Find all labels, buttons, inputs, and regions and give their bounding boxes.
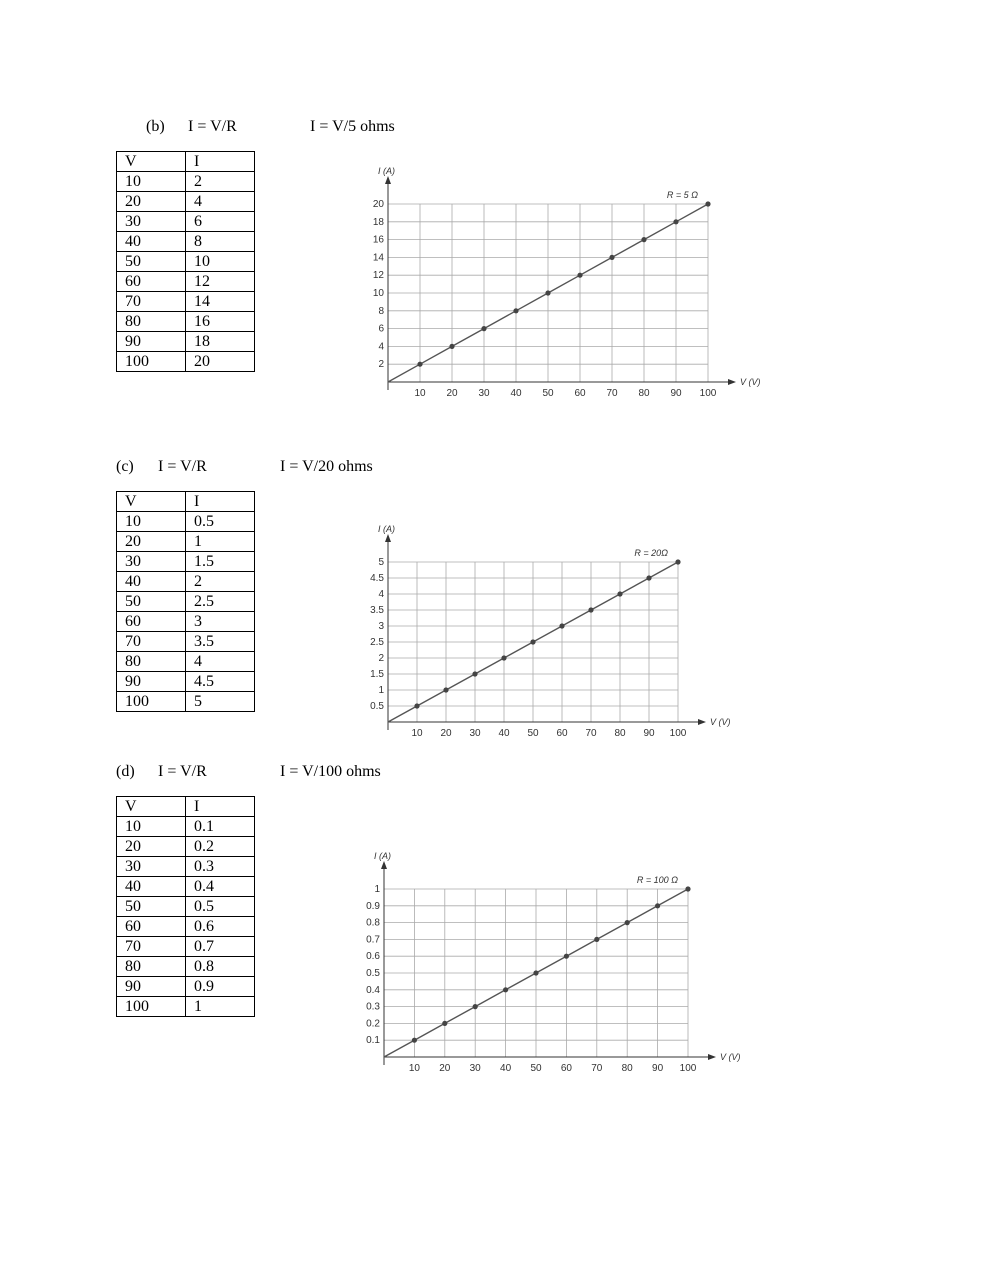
x-axis-label: V (V) — [740, 377, 761, 387]
y-axis-label: I (A) — [374, 851, 391, 861]
x-tick-label: 20 — [439, 1063, 451, 1074]
x-tick-label: 30 — [469, 1063, 481, 1074]
x-tick-label: 40 — [500, 1063, 512, 1074]
x-tick-label: 30 — [478, 388, 490, 399]
x-tick-label: 60 — [556, 728, 568, 739]
cell-current: 1.5 — [186, 552, 255, 572]
x-tick-label: 20 — [446, 388, 458, 399]
cell-voltage: 50 — [117, 252, 186, 272]
table-row — [117, 997, 255, 1017]
y-tick-label: 0.8 — [366, 917, 380, 929]
data-point — [641, 237, 646, 242]
cell-voltage: 80 — [117, 957, 186, 977]
table-row — [117, 552, 255, 572]
data-point — [609, 255, 614, 260]
y-tick-label: 2.5 — [370, 637, 384, 648]
y-tick-label: 0.7 — [366, 934, 380, 946]
cell-voltage: 20 — [117, 192, 186, 212]
x-tick-label: 70 — [591, 1063, 603, 1074]
formula: I = V/R — [158, 458, 207, 475]
cell-current: 0.9 — [186, 977, 255, 997]
cell-voltage: 40 — [117, 572, 186, 592]
cell-current: 4 — [186, 652, 255, 672]
cell-current: 0.3 — [186, 857, 255, 877]
x-tick-label: 100 — [699, 388, 717, 399]
data-point — [530, 639, 535, 644]
cell-current: 3 — [186, 612, 255, 632]
y-tick-label: 1 — [374, 884, 380, 895]
cell-voltage: 100 — [117, 352, 186, 372]
cell-current: 18 — [186, 332, 255, 352]
y-axis-label: I (A) — [378, 166, 395, 176]
cell-voltage: 60 — [117, 612, 186, 632]
resistance-annotation: R = 20Ω — [634, 548, 668, 558]
cell-current: 10 — [186, 252, 255, 272]
table-header-row — [117, 152, 255, 172]
cell-current: 4 — [186, 192, 255, 212]
y-tick-label: 0.1 — [366, 1035, 380, 1047]
cell-current: 2 — [186, 172, 255, 192]
cell-current: 0.4 — [186, 877, 255, 897]
x-tick-label: 10 — [411, 728, 423, 739]
data-table-c — [116, 491, 255, 712]
x-axis-label: V (V) — [720, 1052, 741, 1062]
x-tick-label: 20 — [440, 728, 452, 739]
cell-voltage: 90 — [117, 332, 186, 352]
section-label: (b) — [146, 118, 165, 135]
y-tick-label: 14 — [372, 252, 384, 264]
data-point — [646, 575, 651, 580]
cell-voltage: 40 — [117, 232, 186, 252]
data-table-d — [116, 796, 255, 1017]
cell-voltage: 80 — [117, 652, 186, 672]
x-axis-arrow-icon — [728, 379, 736, 385]
cell-current: 0.8 — [186, 957, 255, 977]
table-row — [117, 917, 255, 937]
y-tick-label: 0.3 — [366, 1001, 380, 1013]
cell-current: 2 — [186, 572, 255, 592]
table-row — [117, 977, 255, 997]
data-point — [503, 987, 508, 992]
table-header-row — [117, 797, 255, 817]
y-tick-label: 0.5 — [370, 701, 384, 712]
equation: I = V/20 ohms — [280, 458, 373, 475]
y-tick-label: 3 — [378, 621, 384, 632]
table-row — [117, 612, 255, 632]
data-point — [617, 591, 622, 596]
cell-voltage: 40 — [117, 877, 186, 897]
cell-voltage: 70 — [117, 292, 186, 312]
x-tick-label: 30 — [469, 728, 481, 739]
x-axis-label: V (V) — [710, 717, 731, 727]
cell-voltage: 100 — [117, 997, 186, 1017]
table-header-row — [117, 492, 255, 512]
equation: I = V/100 ohms — [280, 763, 381, 780]
table-row — [117, 897, 255, 917]
table-row — [117, 817, 255, 837]
cell-current: 1 — [186, 532, 255, 552]
data-point — [673, 219, 678, 224]
cell-current: 16 — [186, 312, 255, 332]
x-tick-label: 50 — [530, 1063, 542, 1074]
equation: I = V/5 ohms — [310, 118, 395, 135]
cell-voltage: 10 — [117, 512, 186, 532]
data-point — [481, 326, 486, 331]
y-tick-label: 16 — [372, 234, 384, 246]
cell-voltage: 70 — [117, 632, 186, 652]
cell-current: I — [186, 492, 255, 512]
y-tick-label: 6 — [378, 323, 384, 335]
chart-d — [340, 852, 740, 1092]
table-row — [117, 272, 255, 292]
cell-voltage: 70 — [117, 937, 186, 957]
x-tick-label: 90 — [670, 388, 682, 399]
data-table-b — [116, 151, 255, 372]
y-axis-arrow-icon — [385, 534, 391, 542]
cell-current: 6 — [186, 212, 255, 232]
x-tick-label: 60 — [560, 1063, 572, 1074]
y-tick-label: 18 — [372, 216, 384, 228]
table-row — [117, 592, 255, 612]
table-row — [117, 692, 255, 712]
y-tick-label: 10 — [372, 288, 384, 299]
data-point — [705, 201, 710, 206]
cell-current: 0.6 — [186, 917, 255, 937]
table-row — [117, 172, 255, 192]
data-point — [414, 703, 419, 708]
x-tick-label: 80 — [614, 728, 626, 739]
cell-voltage: 20 — [117, 532, 186, 552]
y-tick-label: 3.5 — [370, 605, 384, 616]
data-point — [501, 655, 506, 660]
x-tick-label: 50 — [527, 728, 539, 739]
table-row — [117, 672, 255, 692]
cell-current: 5 — [186, 692, 255, 712]
table-row — [117, 292, 255, 312]
x-tick-label: 10 — [414, 388, 426, 399]
cell-current: 4.5 — [186, 672, 255, 692]
cell-current: 1 — [186, 997, 255, 1017]
table-row — [117, 332, 255, 352]
data-point — [675, 559, 680, 564]
table-row — [117, 957, 255, 977]
y-tick-label: 2 — [378, 653, 384, 664]
cell-current: 0.5 — [186, 512, 255, 532]
data-point — [685, 886, 690, 891]
x-axis-arrow-icon — [698, 719, 706, 725]
table-row — [117, 232, 255, 252]
x-tick-label: 10 — [408, 1063, 420, 1074]
chart-c — [340, 526, 740, 766]
data-point — [412, 1038, 417, 1043]
cell-voltage: 60 — [117, 917, 186, 937]
cell-voltage: 50 — [117, 592, 186, 612]
cell-current: 12 — [186, 272, 255, 292]
y-tick-label: 1.5 — [370, 669, 384, 680]
cell-voltage: 10 — [117, 817, 186, 837]
table-row — [117, 572, 255, 592]
y-tick-label: 0.5 — [366, 968, 380, 979]
x-tick-label: 50 — [542, 388, 554, 399]
cell-voltage: 30 — [117, 212, 186, 232]
data-point — [545, 290, 550, 295]
formula: I = V/R — [158, 763, 207, 780]
y-tick-label: 0.2 — [366, 1018, 380, 1030]
data-point — [594, 937, 599, 942]
y-tick-label: 0.4 — [366, 984, 380, 996]
data-point — [443, 687, 448, 692]
formula: I = V/R — [188, 118, 237, 135]
x-tick-label: 80 — [621, 1063, 633, 1074]
cell-voltage: 80 — [117, 312, 186, 332]
y-tick-label: 4.5 — [370, 573, 384, 584]
table-row — [117, 532, 255, 552]
table-row — [117, 352, 255, 372]
data-point — [472, 671, 477, 676]
x-tick-label: 70 — [606, 388, 618, 399]
cell-current: 0.7 — [186, 937, 255, 957]
y-tick-label: 4 — [378, 341, 384, 353]
cell-current: 0.2 — [186, 837, 255, 857]
table-row — [117, 192, 255, 212]
cell-current: 2.5 — [186, 592, 255, 612]
cell-voltage: V — [117, 492, 186, 512]
y-tick-label: 8 — [378, 305, 384, 317]
table-row — [117, 252, 255, 272]
y-axis-label: I (A) — [378, 524, 395, 534]
table-row — [117, 877, 255, 897]
x-tick-label: 90 — [643, 728, 655, 739]
cell-current: 3.5 — [186, 632, 255, 652]
data-point — [442, 1021, 447, 1026]
cell-voltage: 90 — [117, 672, 186, 692]
data-point — [513, 308, 518, 313]
data-point — [577, 273, 582, 278]
data-point — [588, 607, 593, 612]
cell-voltage: 30 — [117, 552, 186, 572]
table-row — [117, 652, 255, 672]
cell-voltage: 30 — [117, 857, 186, 877]
x-tick-label: 40 — [510, 388, 522, 399]
data-point — [564, 954, 569, 959]
table-row — [117, 937, 255, 957]
data-point — [473, 1004, 478, 1009]
table-row — [117, 212, 255, 232]
cell-current: 0.5 — [186, 897, 255, 917]
x-tick-label: 100 — [669, 728, 687, 739]
section-label: (c) — [116, 458, 134, 475]
cell-voltage: 60 — [117, 272, 186, 292]
y-tick-label: 2 — [378, 359, 384, 371]
cell-current: 0.1 — [186, 817, 255, 837]
table-row — [117, 312, 255, 332]
data-point — [449, 344, 454, 349]
resistance-annotation: R = 100 Ω — [636, 875, 678, 885]
table-row — [117, 632, 255, 652]
cell-voltage: 20 — [117, 837, 186, 857]
cell-current: I — [186, 797, 255, 817]
x-tick-label: 90 — [652, 1063, 664, 1074]
x-tick-label: 80 — [638, 388, 650, 399]
table-row — [117, 512, 255, 532]
table-row — [117, 837, 255, 857]
y-axis-arrow-icon — [385, 176, 391, 184]
cell-voltage: 50 — [117, 897, 186, 917]
x-tick-label: 100 — [679, 1063, 697, 1074]
cell-voltage: V — [117, 797, 186, 817]
cell-voltage: V — [117, 152, 186, 172]
cell-voltage: 90 — [117, 977, 186, 997]
cell-current: 20 — [186, 352, 255, 372]
y-tick-label: 12 — [372, 270, 384, 282]
data-point — [559, 623, 564, 628]
y-tick-label: 20 — [372, 199, 384, 210]
data-point — [417, 362, 422, 367]
y-axis-arrow-icon — [381, 861, 387, 869]
x-tick-label: 70 — [585, 728, 597, 739]
y-tick-label: 5 — [378, 557, 384, 568]
y-tick-label: 0.9 — [366, 900, 380, 912]
table-row — [117, 857, 255, 877]
x-axis-arrow-icon — [708, 1054, 716, 1060]
cell-current: 14 — [186, 292, 255, 312]
y-tick-label: 4 — [378, 589, 384, 600]
y-tick-label: 0.6 — [366, 951, 380, 963]
resistance-annotation: R = 5 Ω — [666, 190, 698, 200]
cell-voltage: 10 — [117, 172, 186, 192]
cell-voltage: 100 — [117, 692, 186, 712]
section-label: (d) — [116, 763, 135, 780]
x-tick-label: 40 — [498, 728, 510, 739]
cell-current: I — [186, 152, 255, 172]
cell-current: 8 — [186, 232, 255, 252]
x-tick-label: 60 — [574, 388, 586, 399]
data-point — [655, 903, 660, 908]
y-tick-label: 1 — [378, 685, 384, 696]
chart-b — [360, 165, 760, 405]
data-point — [625, 920, 630, 925]
data-point — [533, 970, 538, 975]
